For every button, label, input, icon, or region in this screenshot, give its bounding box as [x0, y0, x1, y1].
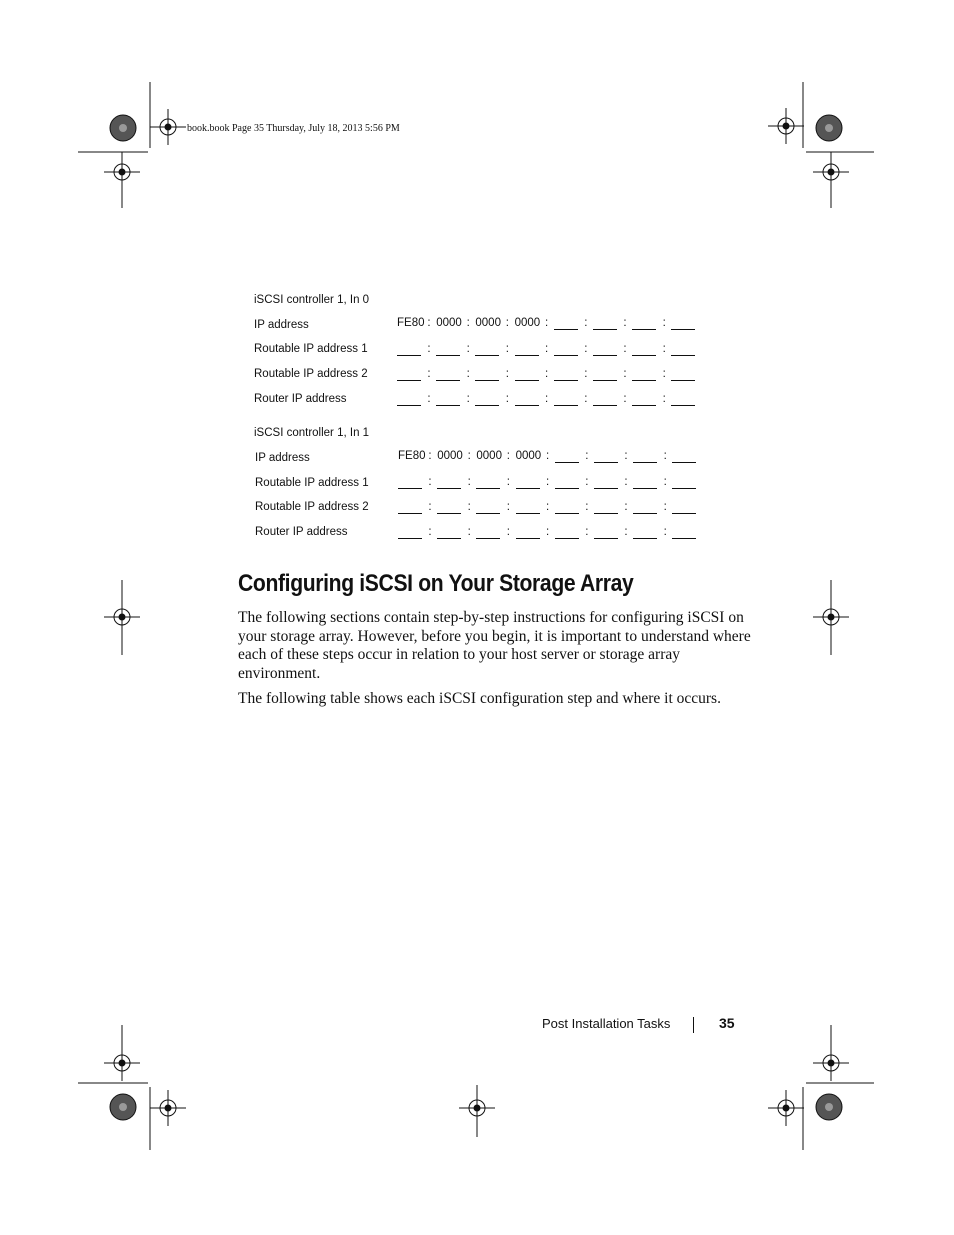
print-slug: book.book Page 35 Thursday, July 18, 2013 5:56 PM [187, 123, 400, 134]
blank-field [594, 526, 618, 539]
address-fields [398, 476, 708, 492]
field-separator: : [544, 368, 549, 380]
blank-field [593, 343, 617, 356]
row-label: Routable IP address 1 [254, 343, 368, 355]
field-separator: : [584, 393, 588, 405]
blank-field [476, 526, 500, 539]
field-separator: : [624, 501, 628, 513]
blank-field [554, 393, 578, 406]
blank-field [633, 501, 657, 514]
field-separator: : [427, 368, 431, 380]
blank-field [555, 476, 579, 489]
field-separator: : [545, 476, 550, 488]
field-separator: : [584, 368, 588, 380]
blank-field [475, 368, 499, 381]
field-separator: : [545, 501, 550, 513]
field-separator: : [506, 450, 510, 462]
field-separator: : [662, 317, 666, 329]
field-separator: : [467, 450, 471, 462]
field-separator: : [662, 368, 666, 380]
field-separator: : [663, 450, 667, 462]
blank-field [593, 317, 617, 330]
address-fields [398, 501, 708, 517]
blank-field [672, 450, 696, 463]
blank-field [397, 343, 421, 356]
blank-field [555, 450, 579, 463]
page-number: 35 [719, 1015, 735, 1031]
blank-field [476, 501, 500, 514]
field-separator: : [623, 368, 627, 380]
field-separator: : [663, 501, 667, 513]
blank-field [515, 393, 539, 406]
blank-field [632, 343, 656, 356]
field-separator: : [466, 368, 470, 380]
field-separator: : [663, 476, 667, 488]
field-separator: : [584, 317, 588, 329]
blank-field [437, 501, 461, 514]
field-value: 0000 [515, 450, 542, 462]
field-separator: : [505, 393, 509, 405]
field-separator: : [428, 526, 432, 538]
blank-field [593, 368, 617, 381]
field-value: FE80 [398, 450, 426, 462]
row-label: IP address [254, 319, 309, 331]
field-separator: : [506, 501, 510, 513]
blank-field [437, 476, 461, 489]
blank-field [632, 368, 656, 381]
field-separator: : [505, 317, 509, 329]
field-separator: : [544, 317, 549, 329]
field-separator: : [663, 526, 667, 538]
blank-field [633, 476, 657, 489]
blank-field [555, 526, 579, 539]
blank-field [515, 368, 539, 381]
field-separator: : [662, 343, 666, 355]
field-separator: : [505, 343, 509, 355]
field-value: 0000 [436, 317, 462, 329]
row-label: Routable IP address 2 [255, 501, 369, 513]
field-value: 0000 [437, 450, 463, 462]
field-value: 0000 [475, 317, 501, 329]
blank-field [398, 501, 422, 514]
footer-divider [693, 1017, 694, 1033]
field-separator: : [428, 476, 432, 488]
blank-field [633, 450, 657, 463]
field-separator: : [623, 343, 627, 355]
blank-field [593, 393, 617, 406]
field-value: 0000 [514, 317, 541, 329]
field-separator: : [467, 501, 471, 513]
field-separator: : [623, 317, 627, 329]
address-fields [397, 343, 707, 359]
blank-field [594, 450, 618, 463]
field-separator: : [623, 393, 627, 405]
blank-field [437, 526, 461, 539]
field-separator: : [467, 526, 471, 538]
field-separator: : [506, 476, 510, 488]
field-separator: : [427, 343, 431, 355]
field-separator: : [467, 476, 471, 488]
blank-field [554, 317, 578, 330]
field-separator: : [584, 343, 588, 355]
blank-field [516, 526, 540, 539]
field-separator: : [466, 393, 470, 405]
address-fields [397, 393, 707, 409]
blank-field [554, 368, 578, 381]
blank-field [672, 501, 696, 514]
table-caption: iSCSI controller 1, In 0 [254, 294, 370, 306]
blank-field [672, 526, 696, 539]
row-label: IP address [255, 452, 310, 464]
field-value: FE80 [397, 317, 425, 329]
field-separator: : [466, 343, 470, 355]
blank-field [516, 501, 540, 514]
field-separator: : [624, 526, 628, 538]
blank-field [554, 343, 578, 356]
blank-field [516, 476, 540, 489]
field-value: 0000 [476, 450, 502, 462]
blank-field [555, 501, 579, 514]
field-separator: : [585, 450, 589, 462]
field-separator: : [505, 368, 509, 380]
blank-field [436, 368, 460, 381]
field-separator: : [585, 501, 589, 513]
body-paragraph: The following table shows each iSCSI configuration step and where it occurs. [238, 690, 721, 707]
blank-field [632, 393, 656, 406]
blank-field [671, 393, 695, 406]
blank-field [594, 501, 618, 514]
blank-field [672, 476, 696, 489]
field-separator: : [545, 450, 550, 462]
row-label: Routable IP address 1 [255, 477, 369, 489]
field-separator: : [624, 476, 628, 488]
blank-field [397, 368, 421, 381]
blank-field [594, 476, 618, 489]
blank-field [633, 526, 657, 539]
blank-field [475, 343, 499, 356]
row-label: Routable IP address 2 [254, 368, 368, 380]
blank-field [436, 393, 460, 406]
row-label: Router IP address [254, 393, 347, 405]
blank-field [476, 476, 500, 489]
field-separator: : [585, 526, 589, 538]
blank-field [475, 393, 499, 406]
row-label: Router IP address [255, 526, 348, 538]
address-fields [397, 368, 707, 384]
field-separator: : [545, 526, 550, 538]
section-heading: Configuring iSCSI on Your Storage Array [238, 570, 634, 597]
blank-field [671, 343, 695, 356]
field-separator: : [428, 450, 432, 462]
blank-field [398, 476, 422, 489]
blank-field [671, 368, 695, 381]
footer-section-title: Post Installation Tasks [542, 1016, 671, 1031]
field-separator: : [544, 393, 549, 405]
blank-field [436, 343, 460, 356]
field-separator: : [427, 393, 431, 405]
body-paragraph: The following sections contain step-by-step instructions for configuring iSCSI on your storage array. However, before you begin, it is important to understand where each of these steps occur in relation to your host server or storage array environment. [238, 609, 751, 682]
blank-field [397, 393, 421, 406]
address-fields [397, 317, 707, 333]
field-separator: : [624, 450, 628, 462]
blank-field [398, 526, 422, 539]
field-separator: : [585, 476, 589, 488]
blank-field [671, 317, 695, 330]
field-separator: : [662, 393, 666, 405]
field-separator: : [466, 317, 470, 329]
field-separator: : [427, 317, 431, 329]
address-fields [398, 450, 708, 466]
table-caption: iSCSI controller 1, In 1 [254, 427, 370, 439]
field-separator: : [544, 343, 549, 355]
field-separator: : [428, 501, 432, 513]
address-fields [398, 526, 708, 542]
blank-field [515, 343, 539, 356]
blank-field [632, 317, 656, 330]
field-separator: : [506, 526, 510, 538]
